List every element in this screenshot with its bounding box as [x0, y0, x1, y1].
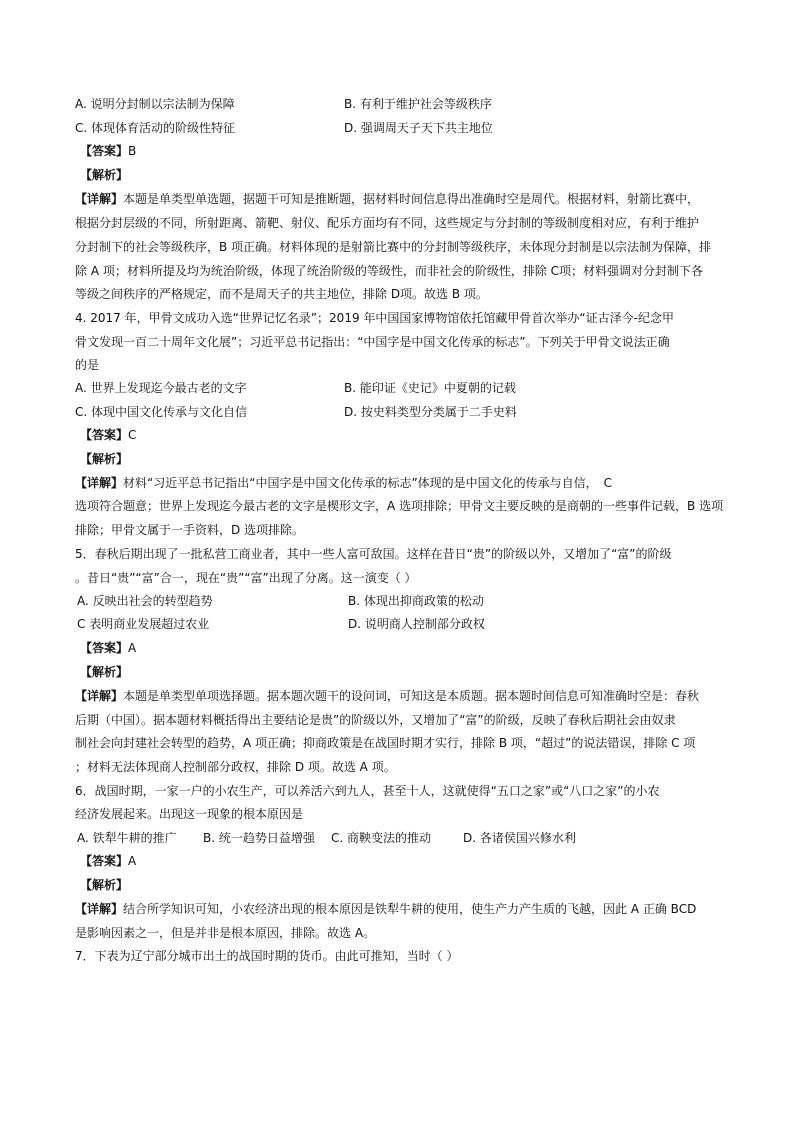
answer-label: 【答案】 — [80, 144, 129, 158]
q6-stem-line-2: 经济发展起来。出现这一现象的根本原因是 — [75, 807, 304, 821]
detail-text: 本题是单类型单项选择题。据本题次题干的设问词，可知这是本质题。据本题时间信息可知准确时空是：春秋 — [123, 689, 700, 703]
detail-text: 结合所学知识可知，小农经济出现的根本原因是铁犁牛耕的使用，使生产力产生质的飞越，因此 A 正确 BCD — [123, 902, 697, 916]
q5-stem-line-1: 5．春秋后期出现了一批私营工商业者，其中一些人富可敌国。这样在昔日“贵”的阶级以外，又增加了“富”的阶级 — [75, 547, 672, 561]
q3-option-a: A. 说明分封制以宗法制为保障 — [75, 97, 235, 111]
q4-option-a: A. 世界上发现迄今最古老的文字 — [75, 381, 247, 395]
detail-label: 【详解】 — [75, 902, 124, 916]
q3-detail-line-3: 分封制下的社会等级秩序，B 项正确。材料体现的是射箭比赛中的分封制等级秩序，未体现分封制是以宗法制为保障，排 — [75, 240, 712, 254]
q6-answer — [80, 854, 136, 868]
q3-option-c: C. 体现体育活动的阶级性特征 — [75, 121, 236, 135]
q6-option-c: C. 商鞅变法的推动 — [331, 831, 432, 845]
detail-label: 【详解】 — [75, 689, 124, 703]
q3-analysis-label: 【解析】 — [80, 168, 129, 182]
q5-option-c: C 表明商业发展超过农业 — [77, 617, 210, 631]
q5-detail-line-4: ；材料无法体现商人控制部分政权，排除 D 项。故选 A 项。 — [75, 760, 396, 774]
q4-option-c: C. 体现中国文化传承与文化自信 — [75, 405, 248, 419]
q5-detail-line-2: 后期（中国）。据本题材料概括得出主要结论是贵”的阶级以外，又增加了“富”的阶级，反映了春秋后期社会由奴隶 — [75, 713, 676, 727]
q5-option-d: D. 说明商人控制部分政权 — [348, 617, 485, 631]
q6-option-d: D. 各诸侯国兴修水利 — [463, 831, 576, 845]
q5-answer — [80, 641, 136, 655]
q3-answer — [80, 144, 136, 158]
detail-text: 本题是单类型单选题，据题干可知是推断题，据材料时间信息得出准确时空是周代。根据材料，射箭比赛中， — [123, 192, 700, 206]
answer-value: C — [128, 428, 137, 442]
q3-detail-line-4: 除 A 项；材料所提及均为统治阶级，体现了统治阶级的等级性，而非社会的阶级性，排除 C项；材料强调对分封制下各 — [75, 264, 704, 278]
q4-option-b: B. 能印证《史记》中夏朝的记载 — [344, 381, 516, 395]
answer-label: 【答案】 — [80, 854, 129, 868]
q4-detail-line-3: 排除；甲骨文属于一手资料，D 选项排除。 — [75, 523, 305, 537]
q6-detail-line-1 — [75, 902, 696, 916]
q5-stem-line-2: 。昔日“贵”“富”合一，现在“贵”“富”出现了分离。这一演变（ ） — [75, 571, 417, 585]
q4-analysis-label: 【解析】 — [80, 452, 129, 466]
answer-value: B — [128, 144, 137, 158]
detail-label: 【详解】 — [75, 476, 124, 490]
detail-label: 【详解】 — [75, 192, 124, 206]
q4-answer — [80, 428, 136, 442]
answer-value: A — [128, 854, 137, 868]
q6-stem-line-1: 6．战国时期，一家一户的小农生产，可以养活六到九人，甚至十人，这就使得“五口之家”或“八口之家”的小农 — [75, 784, 660, 798]
answer-label: 【答案】 — [80, 641, 129, 655]
q5-option-b: B. 体现出抑商政策的松动 — [348, 594, 484, 608]
q5-detail-line-3: 制社会向封建社会转型的趋势，A 项正确；抑商政策是在战国时期才实行，排除 B 项，“超过”的说法错误，排除 C 项 — [75, 736, 696, 750]
answer-value: A — [128, 641, 137, 655]
q4-detail-line-2: 选项符合题意；世界上发现迄今最古老的文字是楔形文字，A 选项排除；甲骨文主要反映的是商朝的一些事件记载，B 选项 — [75, 499, 724, 513]
q4-stem-line-3: 的是 — [75, 358, 100, 372]
q5-option-a: A. 反映出社会的转型趋势 — [77, 594, 213, 608]
q4-stem-line-2: 骨文发现一百二十周年文化展”；习近平总书记指出：“中国字是中国文化传承的标志”。下列关于甲骨文说法正确 — [75, 335, 670, 349]
q5-detail-line-1 — [75, 689, 699, 703]
answer-label: 【答案】 — [80, 428, 129, 442]
q3-detail-line-2: 根据分封层级的不同，所射距离、箭靶、射仪、配乐方面均有不同，这些规定与分封制的等级制度相对应，有利于维护 — [75, 216, 700, 230]
q3-option-b: B. 有利于维护社会等级秩序 — [344, 97, 492, 111]
q4-option-d: D. 按史料类型分类属于二手史料 — [344, 405, 517, 419]
q5-analysis-label: 【解析】 — [80, 665, 129, 679]
q7-stem: 7．下表为辽宁部分城市出土的战国时期的货币。由此可推知，当时（ ） — [75, 949, 459, 963]
q6-analysis-label: 【解析】 — [80, 878, 129, 892]
q6-option-a: A. 铁犁牛耕的推广 — [77, 831, 177, 845]
q3-detail-line-5: 等级之间秩序的严格规定，而不是周天子的共主地位，排除 D项。故选 B 项。 — [75, 287, 488, 301]
q4-stem-line-1: 4. 2017 年，甲骨文成功入选“世界记忆名录”；2019 年中国国家博物馆依托馆藏甲骨首次举办“证古泽今-纪念甲 — [75, 311, 674, 325]
q6-option-b: B. 统一趋势日益增强 — [203, 831, 315, 845]
q3-detail-line-1 — [75, 192, 699, 206]
detail-text: 材料“习近平总书记指出“中国字是中国文化传承的标志”体现的是中国文化的传承与自信， C — [123, 476, 613, 490]
q3-option-d: D. 强调周天子天下共主地位 — [344, 121, 493, 135]
q6-detail-line-2: 是影响因素之一，但是并非是根本原因，排除。故选 A。 — [75, 926, 376, 940]
q4-detail-line-1 — [75, 476, 612, 490]
